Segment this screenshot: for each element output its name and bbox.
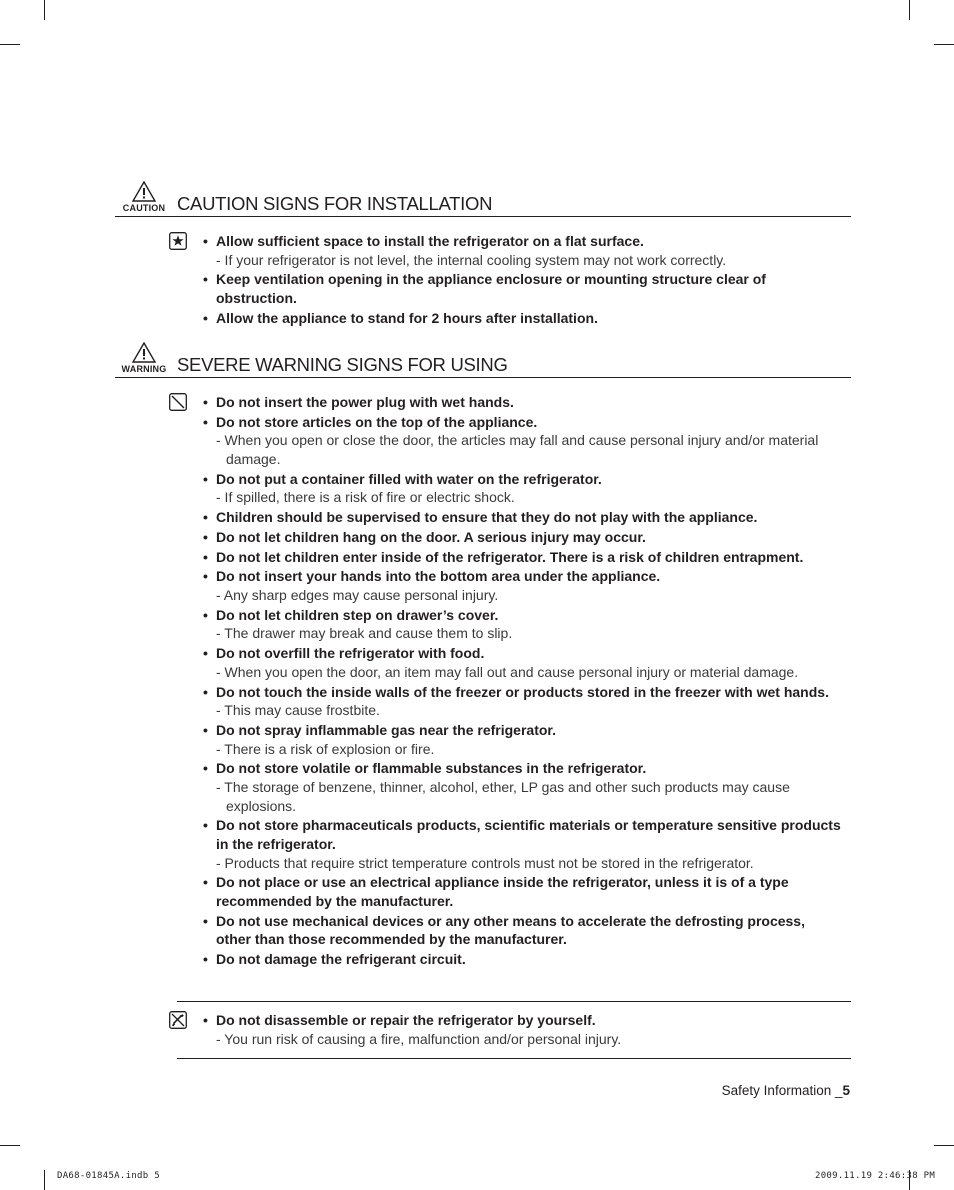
warning-section-title: SEVERE WARNING SIGNS FOR USING bbox=[177, 354, 508, 375]
warning-item-8-main: • Do not overfill the refrigerator with food. bbox=[216, 644, 843, 663]
list-item bbox=[203, 508, 843, 527]
disassemble-item-0-sub: - You run risk of causing a fire, malfunction and/or personal injury. bbox=[216, 1030, 622, 1047]
warning-item-4-main: • Do not let children hang on the door. A serious injury may occur. bbox=[216, 528, 843, 547]
crop-mark bbox=[934, 44, 954, 45]
crop-mark bbox=[0, 1145, 20, 1146]
list-item bbox=[203, 548, 843, 567]
crop-mark bbox=[44, 1170, 45, 1190]
warning-item-7-main: • Do not let children step on drawer’s cover. bbox=[216, 606, 843, 625]
page-number: 5 bbox=[842, 1083, 850, 1098]
page-footer bbox=[722, 1083, 850, 1098]
list-item bbox=[203, 393, 843, 412]
warning-triangle-icon bbox=[132, 342, 156, 363]
crop-mark bbox=[44, 0, 45, 20]
list-item bbox=[203, 644, 843, 681]
warning-section-header bbox=[115, 337, 851, 378]
list-item bbox=[203, 873, 843, 910]
list-item bbox=[203, 950, 843, 969]
slug-timestamp: 2009.11.19 2:46:38 PM bbox=[815, 1171, 936, 1181]
warning-item-15-main: • Do not damage the refrigerant circuit. bbox=[216, 950, 843, 969]
list-item bbox=[203, 721, 843, 758]
caution-item-2-main: • Allow the appliance to stand for 2 hours after installation. bbox=[216, 309, 843, 328]
warning-item-2-main: • Do not put a container filled with water on the refrigerator. bbox=[216, 470, 843, 489]
caution-item-0-sub: - If your refrigerator is not level, the internal cooling system may not work correctly. bbox=[216, 251, 727, 268]
list-item bbox=[203, 606, 843, 643]
list-item bbox=[203, 232, 843, 269]
list-item bbox=[203, 759, 843, 815]
list-item bbox=[203, 470, 843, 507]
caution-item-1-main: • Keep ventilation opening in the appliance enclosure or mounting structure clear of obstruction. bbox=[216, 270, 843, 307]
warning-item-8-sub: - When you open the door, an item may fall out and cause personal injury or material damage. bbox=[216, 663, 799, 680]
crop-mark bbox=[0, 44, 20, 45]
list-item bbox=[203, 816, 843, 872]
warning-triangle-icon bbox=[132, 181, 156, 202]
warning-item-10-sub: - There is a risk of explosion or fire. bbox=[216, 740, 435, 757]
disassemble-item-0-main: • Do not disassemble or repair the refrigerator by yourself. bbox=[216, 1011, 843, 1030]
warning-item-14-main: • Do not use mechanical devices or any other means to accelerate the defrosting process, other than those recommended by the manufacturer. bbox=[216, 912, 843, 949]
warning-item-3-main: • Children should be supervised to ensure that they do not play with the appliance. bbox=[216, 508, 843, 527]
prohibited-icon bbox=[169, 393, 187, 411]
warning-item-1-sub: - When you open or close the door, the articles may fall and cause personal injury and/or material damage. bbox=[216, 432, 819, 467]
list-item bbox=[203, 567, 843, 604]
crop-mark bbox=[909, 0, 910, 20]
warning-sign bbox=[115, 342, 173, 374]
warning-item-13-main: • Do not place or use an electrical appliance inside the refrigerator, unless it is of a type recommended by the manufacturer. bbox=[216, 873, 843, 910]
divider bbox=[177, 1001, 851, 1002]
list-item bbox=[203, 270, 843, 307]
no-disassemble-icon bbox=[169, 1011, 187, 1029]
warning-sign-label: WARNING bbox=[121, 364, 167, 374]
warning-list bbox=[203, 393, 843, 969]
slug-file: DA68-01845A.indb 5 bbox=[57, 1171, 160, 1181]
crop-mark bbox=[934, 1145, 954, 1146]
warning-item-2-sub: - If spilled, there is a risk of fire or electric shock. bbox=[216, 489, 515, 506]
warning-item-12-sub: - Products that require strict temperature controls must not be stored in the refrigerator. bbox=[216, 854, 754, 871]
warning-item-6-main: • Do not insert your hands into the bottom area under the appliance. bbox=[216, 567, 843, 586]
footer-section-name: Safety Information _ bbox=[721, 1083, 843, 1098]
list-item bbox=[203, 309, 843, 328]
divider bbox=[177, 1058, 851, 1059]
warning-item-9-main: • Do not touch the inside walls of the freezer or products stored in the freezer with wet hands. bbox=[216, 683, 843, 702]
caution-section-header bbox=[115, 176, 851, 217]
warning-item-11-main: • Do not store volatile or flammable substances in the refrigerator. bbox=[216, 759, 843, 778]
important-star-icon bbox=[169, 232, 187, 250]
warning-item-0-main: • Do not insert the power plug with wet hands. bbox=[216, 393, 843, 412]
warning-item-6-sub: - Any sharp edges may cause personal injury. bbox=[216, 587, 499, 604]
caution-item-0-main: • Allow sufficient space to install the refrigerator on a flat surface. bbox=[216, 232, 843, 251]
warning-item-12-main: • Do not store pharmaceuticals products, scientific materials or temperature sensitive products in the refrigerator. bbox=[216, 816, 843, 853]
warning-item-7-sub: - The drawer may break and cause them to slip. bbox=[216, 625, 513, 642]
list-item bbox=[203, 912, 843, 949]
caution-sign-label: CAUTION bbox=[122, 203, 166, 213]
warning-item-10-main: • Do not spray inflammable gas near the refrigerator. bbox=[216, 721, 843, 740]
list-item bbox=[203, 683, 843, 720]
disassemble-list bbox=[203, 1011, 843, 1048]
caution-section-title: CAUTION SIGNS FOR INSTALLATION bbox=[177, 193, 493, 214]
caution-sign bbox=[115, 181, 173, 213]
caution-list bbox=[203, 232, 843, 327]
warning-item-11-sub: - The storage of benzene, thinner, alcohol, ether, LP gas and other such products may cause explosions. bbox=[216, 778, 790, 814]
warning-item-1-main: • Do not store articles on the top of the appliance. bbox=[216, 413, 843, 432]
list-item bbox=[203, 1011, 843, 1048]
list-item bbox=[203, 413, 843, 469]
list-item bbox=[203, 528, 843, 547]
warning-item-5-main: • Do not let children enter inside of the refrigerator. There is a risk of children entrapment. bbox=[216, 548, 843, 567]
warning-item-9-sub: - This may cause frostbite. bbox=[216, 702, 380, 719]
